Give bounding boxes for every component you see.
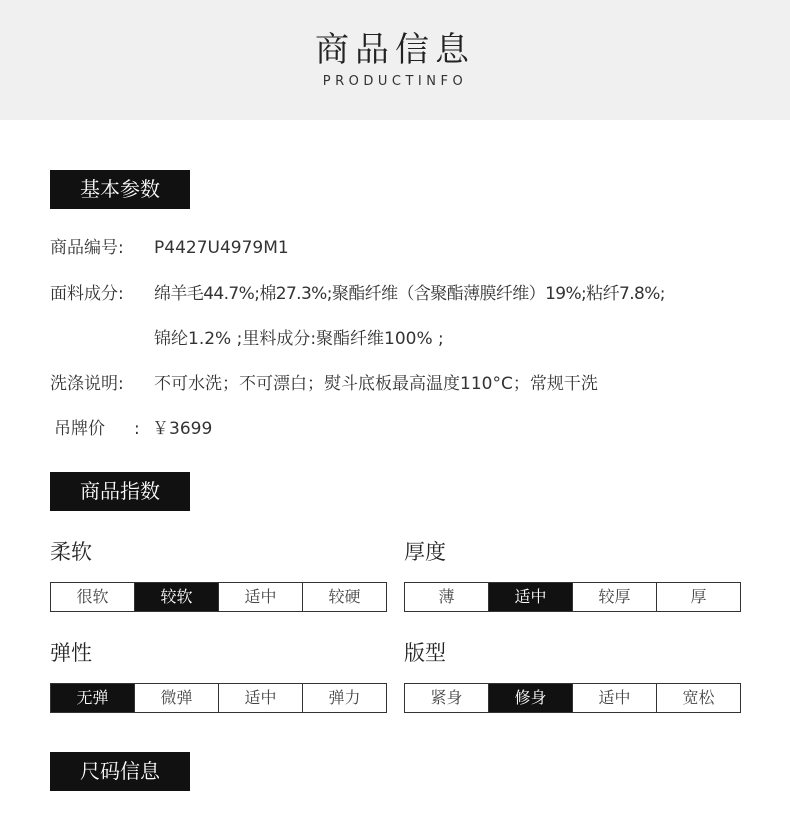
header-banner (0, 0, 790, 120)
param-fabric-label: 面料成分: (50, 284, 124, 304)
param-price-row (54, 417, 212, 441)
param-fabric-row (50, 282, 665, 306)
index-bar-elasticity (50, 683, 387, 713)
index-option: 适中 (218, 684, 302, 712)
index-option: 紧身 (430, 688, 463, 707)
index-option: 很软 (76, 587, 109, 606)
index-bar-softness (50, 582, 387, 612)
index-bar-thickness (404, 582, 741, 612)
index-title-elasticity: 弹性 (50, 641, 92, 665)
index-option: 适中 (218, 583, 302, 611)
param-price-value: ￥3699 (152, 419, 213, 439)
param-price-sep: : (134, 419, 140, 439)
index-option: 适中 (572, 684, 656, 712)
page-subtitle: PRODUCTINFO (322, 74, 468, 89)
section-label-size: 尺码信息 (50, 752, 190, 791)
index-option-selected: 较软 (134, 583, 218, 611)
param-code-label: 商品编号: (50, 238, 124, 258)
page-title: 商品信息 (315, 30, 475, 70)
index-title-thickness: 厚度 (404, 540, 446, 564)
index-option: 宽松 (656, 684, 740, 712)
param-wash-value: 不可水洗；不可漂白；熨斗底板最高温度110°C；常规干洗 (154, 374, 598, 394)
index-option: 厚 (656, 583, 740, 611)
param-fabric-row2 (154, 327, 444, 351)
index-option: 薄 (438, 587, 455, 606)
param-wash-row (50, 372, 598, 396)
index-option: 微弹 (134, 684, 218, 712)
index-option: 弹力 (302, 684, 386, 712)
param-code-row (50, 236, 289, 260)
param-code-value: P4427U4979M1 (154, 238, 289, 258)
section-label-index: 商品指数 (50, 472, 190, 511)
param-fabric-line2: 锦纶1.2% ;里料成分:聚酯纤维100% ; (154, 329, 444, 349)
index-option-selected: 适中 (488, 583, 572, 611)
index-title-softness: 柔软 (50, 540, 92, 564)
param-fabric-line1: 绵羊毛44.7%;棉27.3%;聚酯纤维（含聚酯薄膜纤维）19%;粘纤7.8%; (154, 284, 665, 304)
index-option-selected: 无弹 (51, 684, 134, 712)
param-price-label: 吊牌价 (54, 419, 105, 439)
section-label-basic: 基本参数 (50, 170, 190, 209)
index-title-fit: 版型 (404, 641, 446, 665)
param-wash-label: 洗涤说明: (50, 374, 124, 394)
index-option: 较硬 (302, 583, 386, 611)
index-option-selected: 修身 (488, 684, 572, 712)
index-bar-fit (404, 683, 741, 713)
index-option: 较厚 (572, 583, 656, 611)
